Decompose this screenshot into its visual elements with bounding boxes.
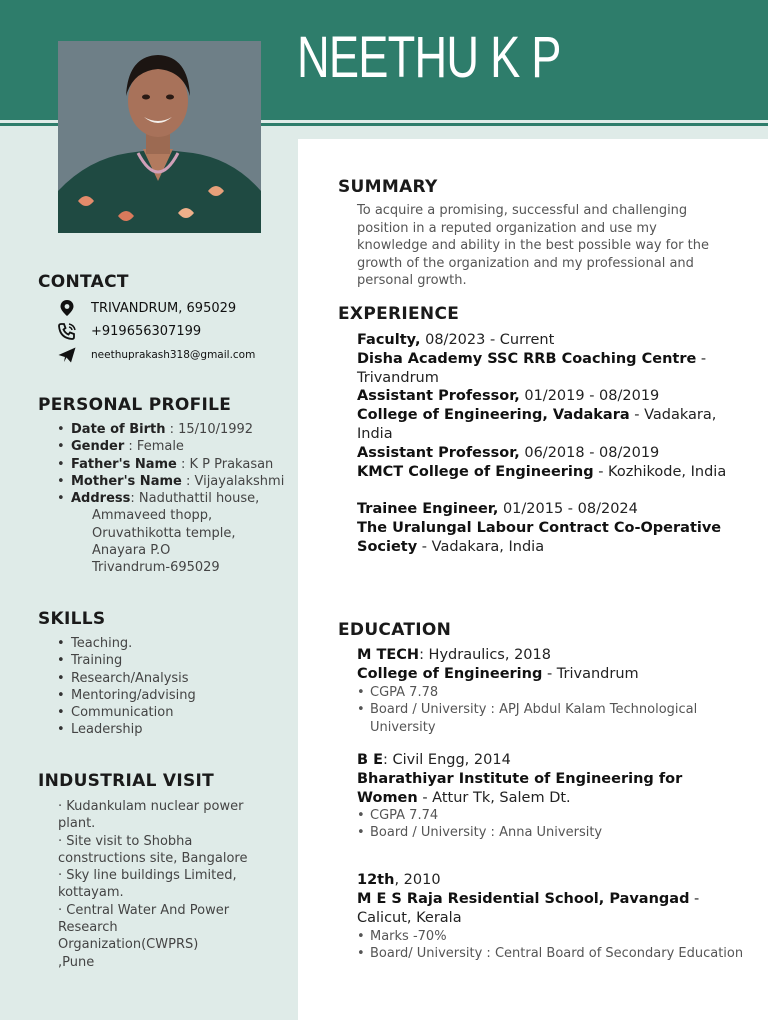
list-item: kottayam. bbox=[58, 885, 124, 901]
list-item: • Marks -70% bbox=[357, 928, 757, 945]
contact-location-text: TRIVANDRUM, 695029 bbox=[91, 300, 237, 316]
experience-item: Faculty, 08/2023 - Current Disha Academy SSC RRB Coaching Centre - Trivandrum bbox=[357, 332, 707, 386]
list-item: • Training bbox=[57, 652, 277, 669]
contact-heading: CONTACT bbox=[38, 272, 129, 292]
list-item: • Teaching. bbox=[57, 635, 277, 652]
send-icon bbox=[56, 346, 78, 364]
skills-list bbox=[57, 635, 277, 739]
education-item: B E: Civil Engg, 2014 Bharathiyar Institute of Engineering for Women - Attur Tk, Salem Dt. bbox=[357, 752, 683, 806]
list-item: constructions site, Bangalore bbox=[58, 850, 248, 866]
list-item: · Kudankulam nuclear power bbox=[58, 799, 244, 814]
location-pin-icon bbox=[56, 299, 78, 317]
list-item: • Gender : Female bbox=[57, 438, 292, 455]
list-item: • Leadership bbox=[57, 721, 277, 738]
skills-heading: SKILLS bbox=[38, 609, 106, 629]
summary-text: To acquire a promising, successful and challenging position in a reputed organization and use my knowledge and ability in the best possible way for the growth of the organization and my professional and personal growth. bbox=[357, 203, 709, 288]
list-item: • CGPA 7.74 bbox=[357, 807, 737, 824]
list-item: • Communication bbox=[57, 704, 277, 721]
education-notes bbox=[357, 928, 757, 963]
list-item: • Address: Naduthattil house, Ammaveed thopp, Oruvathikotta temple, Anayara P.O Trivandrum-695029 bbox=[57, 490, 292, 576]
list-item: • CGPA 7.78 bbox=[357, 684, 737, 701]
list-item: · Central Water And Power bbox=[58, 902, 230, 918]
personal-profile-list bbox=[57, 421, 292, 577]
list-item: • Board/ University : Central Board of Secondary Education bbox=[357, 945, 757, 962]
candidate-name: NEETHU K P bbox=[297, 25, 561, 90]
education-notes bbox=[357, 807, 737, 842]
education-heading: EDUCATION bbox=[338, 620, 452, 640]
list-item: • Father's Name : K P Prakasan bbox=[57, 456, 292, 473]
list-item: • Research/Analysis bbox=[57, 670, 277, 687]
industrial-visit-list bbox=[58, 798, 258, 971]
bottom-divider bbox=[0, 1020, 768, 1024]
list-item: • Board / University : APJ Abdul Kalam Technological University bbox=[357, 701, 737, 736]
industrial-visit-heading: INDUSTRIAL VISIT bbox=[38, 771, 215, 791]
personal-profile-heading: PERSONAL PROFILE bbox=[38, 395, 232, 415]
education-item: M TECH: Hydraulics, 2018 College of Engineering - Trivandrum bbox=[357, 647, 639, 682]
phone-icon bbox=[56, 322, 78, 340]
education-item: 12th, 2010 M E S Raja Residential School, Pavangad - Calicut, Kerala bbox=[357, 872, 700, 926]
contact-phone bbox=[56, 322, 201, 340]
experience-item: Trainee Engineer, 01/2015 - 08/2024 The Uralungal Labour Contract Co-Operative Society - Vadakara, India bbox=[357, 501, 722, 555]
profile-photo bbox=[58, 41, 261, 233]
contact-email bbox=[56, 346, 255, 364]
education-notes bbox=[357, 684, 737, 736]
experience-item: Assistant Professor, 01/2019 - 08/2019 College of Engineering, Vadakara - Vadakara, India bbox=[357, 388, 717, 442]
list-item: • Board / University : Anna University bbox=[357, 824, 737, 841]
list-item: plant. bbox=[58, 816, 96, 832]
list-item: · Site visit to Shobha bbox=[58, 833, 193, 849]
list-item: • Mentoring/advising bbox=[57, 687, 277, 704]
list-item: ,Pune bbox=[58, 954, 95, 970]
list-item: • Date of Birth : 15/10/1992 bbox=[57, 421, 292, 438]
experience-heading: EXPERIENCE bbox=[338, 304, 460, 324]
experience-item: Assistant Professor, 06/2018 - 08/2019 KMCT College of Engineering - Kozhikode, India bbox=[357, 445, 727, 480]
list-item: Research Organization(CWPRS) bbox=[58, 920, 199, 953]
contact-email-text[interactable]: neethuprakash318@gmail.com bbox=[91, 349, 256, 361]
summary-heading: SUMMARY bbox=[338, 177, 438, 197]
contact-location bbox=[56, 299, 236, 317]
contact-phone-text: +919656307199 bbox=[91, 323, 202, 339]
list-item: • Mother's Name : Vijayalakshmi bbox=[57, 473, 292, 490]
list-item: · Sky line buildings Limited, bbox=[58, 868, 237, 884]
